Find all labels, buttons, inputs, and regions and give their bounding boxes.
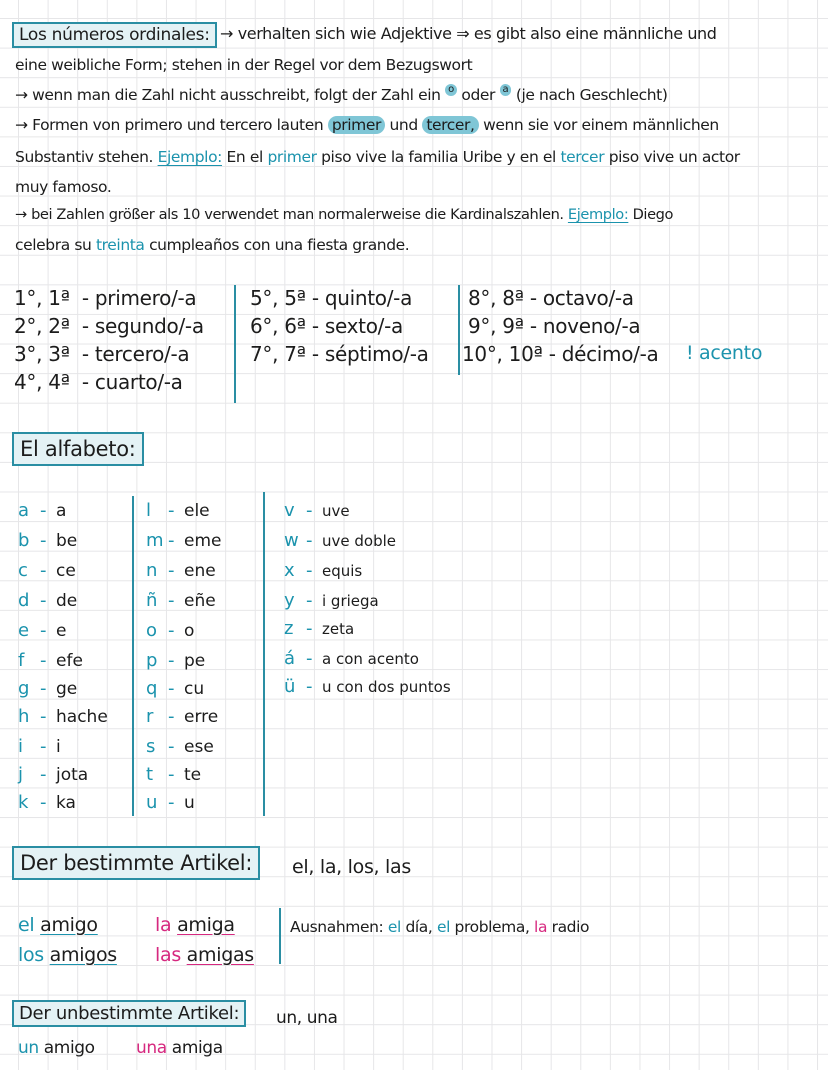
- alphabet-item: [146, 706, 218, 727]
- dash: -: [306, 530, 313, 551]
- article-una: una: [136, 1038, 167, 1058]
- letter: ü: [284, 676, 296, 697]
- ordinal-num: 7°, 7ª: [250, 342, 306, 366]
- article-las: las: [155, 944, 181, 966]
- letter: b: [18, 530, 30, 551]
- line8-text: celebra su: [15, 236, 92, 254]
- alphabet-item: [146, 736, 214, 757]
- alphabet-item: [146, 764, 201, 785]
- letter: t: [146, 764, 154, 785]
- alphabet-item: [18, 764, 88, 785]
- letter-name: ka: [56, 793, 76, 813]
- letter: z: [284, 618, 294, 639]
- heading-alphabet: [12, 432, 144, 466]
- alphabet-item: [18, 678, 77, 699]
- letter: e: [18, 620, 30, 641]
- example-primer: primer: [267, 148, 317, 166]
- article-la: la: [155, 914, 172, 936]
- letter-name: efe: [56, 651, 83, 671]
- letter: k: [18, 792, 29, 813]
- letter: h: [18, 706, 30, 727]
- ordinal-row-10: 10°, 10ª - décimo/-a: [462, 342, 659, 366]
- alphabet-divider-2: [263, 492, 265, 816]
- highlight-primer: primer: [328, 116, 385, 134]
- noun-amigos: amigos: [49, 944, 117, 966]
- alphabet-item: [284, 590, 379, 611]
- dash: -: [40, 764, 47, 785]
- heading-ordinals: [12, 22, 217, 48]
- ordinal-num: 2°, 2ª: [14, 314, 70, 338]
- letter: s: [146, 736, 156, 757]
- alphabet-item: [146, 678, 204, 699]
- heading-alphabet-text: El alfabeto:: [20, 437, 136, 461]
- line5-mid: piso vive la familia Uribe y en el: [321, 148, 556, 166]
- heading-indefinite-article: [12, 1000, 246, 1027]
- letter-name: ce: [56, 561, 76, 581]
- alphabet-item: [146, 530, 221, 551]
- dash: -: [40, 736, 47, 757]
- letter-name: zeta: [322, 620, 355, 638]
- ordinals-line-2: eine weibliche Form; stehen in der Regel vor dem Bezugswort: [15, 56, 473, 74]
- ordinal-row-7: 7°, 7ª - séptimo/-a: [250, 342, 429, 366]
- letter-name: uve doble: [322, 532, 396, 550]
- ordinal-divider-1: [234, 285, 236, 403]
- accent-note: ! acento: [686, 342, 763, 364]
- letter-name: pe: [184, 651, 206, 671]
- exceptions-label: Ausnahmen:: [290, 918, 384, 936]
- line5-en-el: En el: [226, 148, 263, 166]
- letter-name: erre: [184, 707, 219, 727]
- ejemplo-label-2: Ejemplo:: [567, 206, 629, 223]
- line5-text: Substantiv stehen.: [15, 148, 154, 166]
- dash: -: [40, 792, 47, 813]
- exception-article: el: [436, 918, 451, 936]
- alphabet-item: [18, 500, 66, 521]
- dash: -: [306, 618, 313, 639]
- dash: -: [168, 620, 175, 641]
- letter-name: a: [56, 501, 67, 521]
- definite-exceptions: [290, 918, 589, 936]
- alphabet-item: [146, 590, 216, 611]
- alphabet-item: [284, 618, 354, 639]
- example-treinta: treinta: [95, 236, 145, 254]
- ordinal-word: séptimo/-a: [324, 342, 429, 366]
- alphabet-item: [18, 650, 83, 671]
- line8-tail: cumpleaños con una fiesta grande.: [149, 236, 410, 254]
- ordinal-num: 4°, 4ª: [14, 370, 70, 394]
- letter: q: [146, 678, 158, 699]
- letter: j: [18, 764, 24, 785]
- ordinal-divider-2: [458, 285, 460, 375]
- letter: c: [18, 560, 28, 581]
- ordinals-line-7: [15, 206, 673, 223]
- ordinals-line-6: muy famoso.: [15, 178, 112, 196]
- definite-example-f-sg: [155, 914, 235, 936]
- heading-ordinals-text: Los números ordinales:: [19, 25, 210, 45]
- ordinal-num: 8°, 8ª: [468, 286, 524, 310]
- alphabet-item: [18, 736, 61, 757]
- ordinal-word: primero/-a: [94, 286, 197, 310]
- line5-tail: piso vive un actor: [608, 148, 740, 166]
- ordinals-line-5: [15, 148, 740, 166]
- ordinal-num: 9°, 9ª: [468, 314, 524, 338]
- exception-article: la: [534, 918, 548, 936]
- noun-amigo: amigo: [43, 1038, 95, 1058]
- letter: u: [146, 792, 158, 813]
- definite-example-m-pl: [18, 944, 117, 966]
- alphabet-item: [18, 530, 77, 551]
- dash: -: [168, 530, 175, 551]
- heading-indefinite-text: Der unbestimmte Artikel:: [19, 1003, 240, 1024]
- ordinal-row-8: 8°, 8ª - octavo/-a: [468, 286, 634, 310]
- letter-name: ge: [56, 679, 78, 699]
- dash: -: [306, 500, 313, 521]
- letter-name: be: [56, 531, 78, 551]
- ordinal-num: 5°, 5ª: [250, 286, 306, 310]
- letter: w: [284, 530, 299, 551]
- dash: -: [40, 678, 47, 699]
- exception-article: el: [387, 918, 401, 936]
- dash: -: [168, 590, 175, 611]
- line7-text: → bei Zahlen größer als 10 verwendet man normalerweise die Kardinalszahlen.: [15, 206, 564, 223]
- letter: ñ: [146, 590, 158, 611]
- exception-noun: problema,: [454, 918, 530, 936]
- line3-oder: oder: [461, 86, 496, 104]
- ordinal-row-4: 4°, 4ª - cuarto/-a: [14, 370, 183, 394]
- definite-forms: el, la, los, las: [292, 856, 411, 878]
- example-tercer: tercer: [560, 148, 605, 166]
- ordinal-num: 1°, 1ª: [14, 286, 70, 310]
- letter-name: ene: [184, 561, 216, 581]
- ordinal-word: décimo/-a: [561, 342, 659, 366]
- dash: -: [40, 706, 47, 727]
- alphabet-item: [284, 560, 362, 581]
- definite-divider: [279, 908, 281, 964]
- ordinal-word: octavo/-a: [542, 286, 634, 310]
- letter: l: [146, 500, 152, 521]
- dash: -: [40, 530, 47, 551]
- alphabet-item: [146, 560, 216, 581]
- dash: -: [168, 560, 175, 581]
- article-el: el: [18, 914, 35, 936]
- alphabet-item: [284, 500, 350, 521]
- dash: -: [168, 764, 175, 785]
- letter-name: te: [184, 765, 202, 785]
- ordinal-num: 6°, 6ª: [250, 314, 306, 338]
- letter-name: de: [56, 591, 78, 611]
- dash: -: [40, 650, 47, 671]
- alphabet-item: [284, 648, 419, 669]
- indefinite-example-f: [136, 1038, 223, 1058]
- letter: g: [18, 678, 30, 699]
- definite-example-m-sg: [18, 914, 98, 936]
- line4-text: → Formen von primero und tercero lauten: [15, 116, 324, 134]
- dash: -: [306, 560, 313, 581]
- indefinite-example-m: [18, 1038, 95, 1058]
- article-un: un: [18, 1038, 39, 1058]
- alphabet-item: [284, 676, 451, 697]
- letter-name: i griega: [322, 592, 379, 610]
- noun-amiga: amiga: [171, 1038, 223, 1058]
- dash: -: [40, 500, 47, 521]
- highlight-tercer: tercer,: [422, 116, 478, 134]
- indefinite-forms: un, una: [276, 1008, 338, 1028]
- exception-noun: radio: [551, 918, 590, 936]
- letter-name: jota: [56, 765, 89, 785]
- alphabet-item: [18, 590, 77, 611]
- letter-name: u: [184, 793, 195, 813]
- letter-name: uve: [322, 502, 350, 520]
- dash: -: [168, 500, 175, 521]
- letter: r: [146, 706, 154, 727]
- exception-noun: día,: [405, 918, 433, 936]
- ordinal-row-3: 3°, 3ª - tercero/-a: [14, 342, 190, 366]
- ordinal-num: 3°, 3ª: [14, 342, 70, 366]
- letter-name: o: [184, 621, 195, 641]
- letter-name: eñe: [184, 591, 216, 611]
- ordinal-word: segundo/-a: [94, 314, 204, 338]
- dash: -: [40, 590, 47, 611]
- dash: -: [168, 678, 175, 699]
- noun-amiga: amiga: [177, 914, 235, 936]
- alphabet-item: [146, 792, 195, 813]
- line3-tail: (je nach Geschlecht): [515, 86, 668, 104]
- letter-name: hache: [56, 707, 108, 727]
- ejemplo-label-1: Ejemplo:: [157, 148, 222, 166]
- letter: d: [18, 590, 30, 611]
- letter-name: a con acento: [322, 650, 419, 668]
- alphabet-item: [18, 560, 76, 581]
- letter: v: [284, 500, 295, 521]
- alphabet-item: [146, 620, 194, 641]
- ordinal-row-6: 6°, 6ª - sexto/-a: [250, 314, 403, 338]
- letter-name: u con dos puntos: [322, 678, 451, 696]
- letter-name: ele: [184, 501, 210, 521]
- ordinal-word: quinto/-a: [324, 286, 413, 310]
- noun-amigo: amigo: [40, 914, 98, 936]
- ordinal-row-1: 1°, 1ª - primero/-a: [14, 286, 197, 310]
- alphabet-item: [146, 650, 205, 671]
- dash: -: [306, 648, 313, 669]
- ordinals-line-1: → verhalten sich wie Adjektive ⇒ es gibt also eine männliche und: [220, 24, 717, 43]
- ordinal-row-5: 5°, 5ª - quinto/-a: [250, 286, 413, 310]
- letter-name: i: [56, 737, 61, 757]
- letter-name: e: [56, 621, 67, 641]
- dash: -: [168, 706, 175, 727]
- dash: -: [40, 560, 47, 581]
- alphabet-item: [18, 792, 76, 813]
- alphabet-item: [18, 706, 108, 727]
- article-los: los: [18, 944, 44, 966]
- ordinal-word: tercero/-a: [94, 342, 190, 366]
- letter: x: [284, 560, 295, 581]
- letter: f: [18, 650, 25, 671]
- ordinal-row-2: 2°, 2ª - segundo/-a: [14, 314, 204, 338]
- heading-definite-article: [12, 846, 260, 880]
- dash: -: [306, 676, 313, 697]
- letter: y: [284, 590, 295, 611]
- ordinal-word: cuarto/-a: [94, 370, 183, 394]
- alphabet-item: [284, 530, 396, 551]
- alphabet-item: [18, 620, 66, 641]
- letter: m: [146, 530, 164, 551]
- letter-name: ese: [184, 737, 214, 757]
- dash: -: [306, 590, 313, 611]
- alphabet-divider-1: [132, 496, 134, 816]
- ordinals-line-4: [15, 116, 719, 134]
- line3-text: → wenn man die Zahl nicht ausschreibt, folgt der Zahl ein: [15, 86, 441, 104]
- ordinal-word: sexto/-a: [324, 314, 403, 338]
- definite-example-f-pl: [155, 944, 254, 966]
- letter: o: [146, 620, 158, 641]
- dash: -: [40, 620, 47, 641]
- ordinals-line-8: [15, 236, 409, 254]
- letter: i: [18, 736, 24, 757]
- letter-name: cu: [184, 679, 205, 699]
- letter: á: [284, 648, 296, 669]
- dash: -: [168, 650, 175, 671]
- noun-amigas: amigas: [186, 944, 254, 966]
- line4-tail: wenn sie vor einem männlichen: [483, 116, 719, 134]
- letter: a: [18, 500, 30, 521]
- ordinal-row-9: 9°, 9ª - noveno/-a: [468, 314, 641, 338]
- ordinal-num: 10°, 10ª: [462, 342, 543, 366]
- letter-name: eme: [184, 531, 222, 551]
- dash: -: [168, 736, 175, 757]
- ordinal-word: noveno/-a: [542, 314, 641, 338]
- letter: p: [146, 650, 158, 671]
- letter: n: [146, 560, 158, 581]
- line7-diego: Diego: [632, 206, 674, 223]
- line4-und: und: [389, 116, 418, 134]
- superscript-o: o: [445, 84, 457, 96]
- superscript-a: a: [500, 84, 512, 96]
- heading-definite-text: Der bestimmte Artikel:: [20, 851, 253, 875]
- letter-name: equis: [322, 562, 363, 580]
- dash: -: [168, 792, 175, 813]
- ordinals-line-3: [15, 84, 668, 104]
- alphabet-item: [146, 500, 210, 521]
